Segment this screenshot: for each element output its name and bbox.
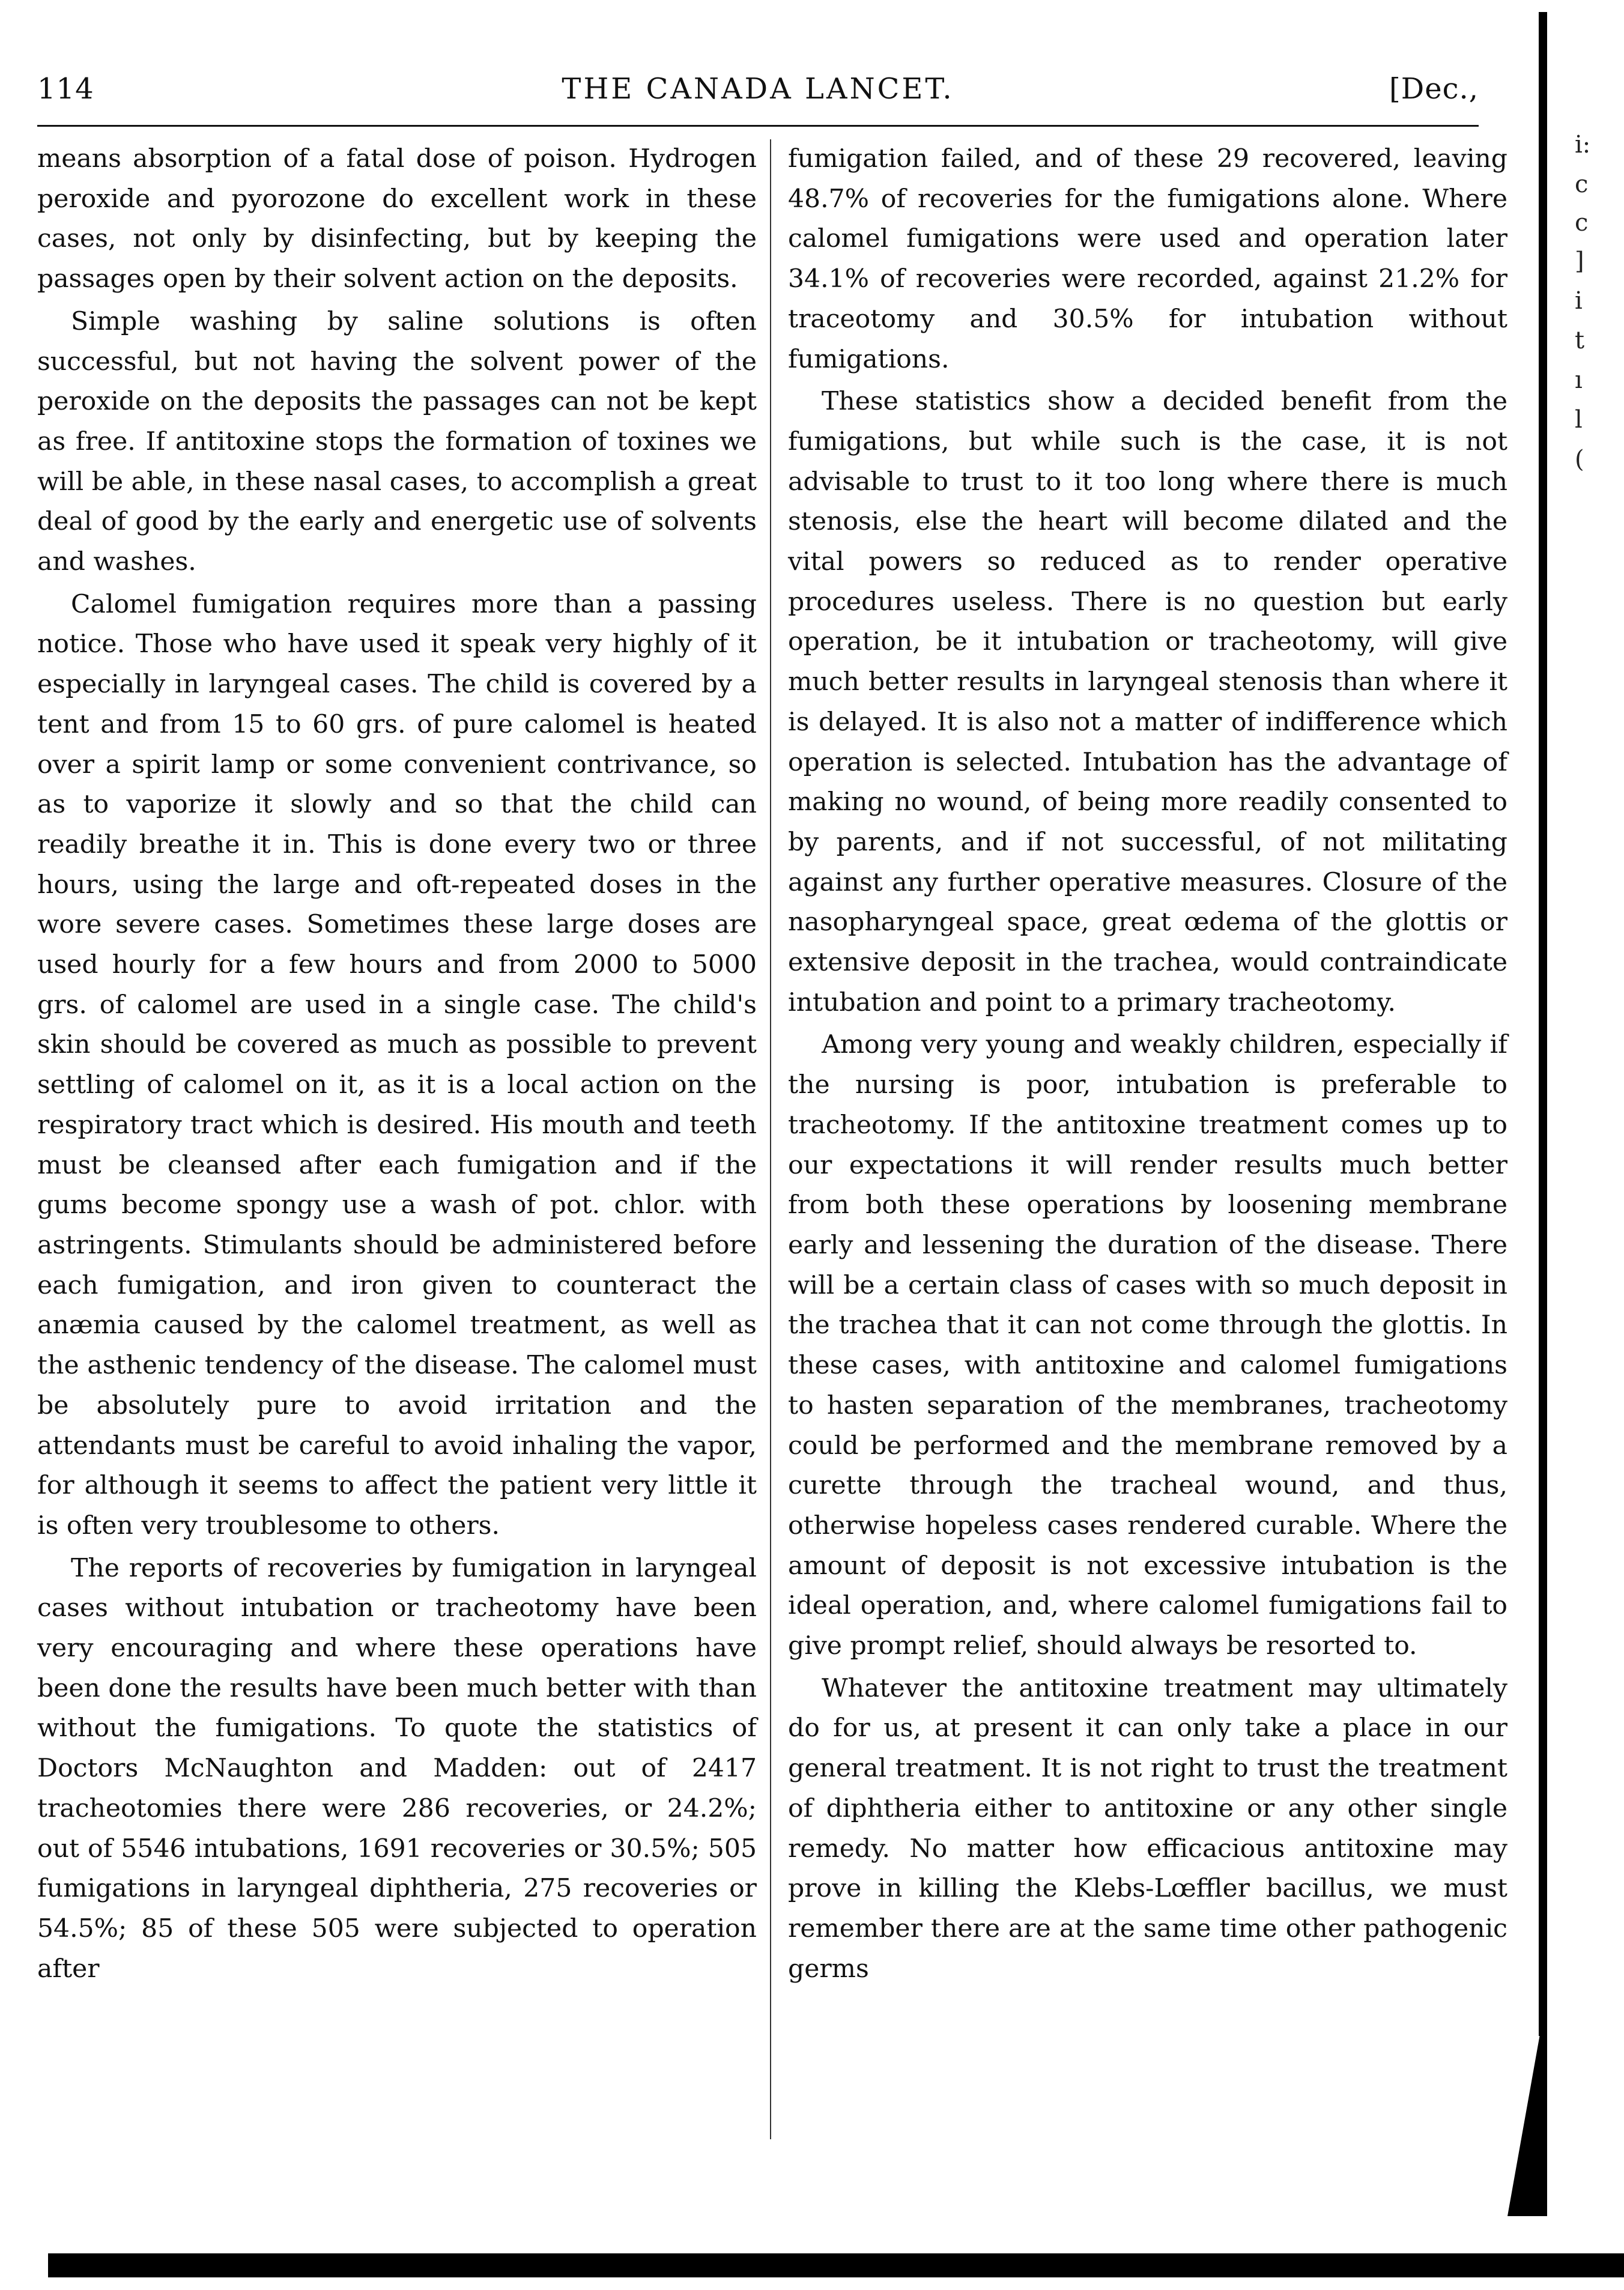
margin-fragment: ( xyxy=(1575,446,1584,473)
margin-fragment: c xyxy=(1575,209,1589,237)
margin-fragment: l xyxy=(1575,406,1583,434)
paragraph: These statistics show a decided benefit from the fumigations, but while such is the case, it is not advisable to trust to it too long where there is much stenosis, else the heart will become dilated and the vital powers so reduced as to render operative procedures useless. There is no question but early operation, be it intubation or tracheotomy, will give much better results in laryngeal stenosis than where it is delayed. It is also not a matter of indifference which operation is selected. Intubation has the advantage of making no wound, of being more readily consented to by parents, and if not successful, of not militating against any further operative measures. Closure of the nasopharyngeal space, great œdema of the glottis or extensive deposit in the trachea, would contraindicate intubation and point to a primary tracheotomy. xyxy=(788,387,1507,1017)
margin-fragment: i: xyxy=(1575,131,1591,159)
paragraph: Simple washing by saline solutions is often successful, but not having the solvent power of the peroxide on the deposits the passages can not be kept as free. If antitoxine stops the formation of toxines we will be able, in these nasal cases, to accomplish a great deal of good by the early and energetic use of solvents and washes. xyxy=(37,306,757,577)
margin-fragment: c xyxy=(1575,171,1589,198)
running-head xyxy=(37,72,1479,120)
journal-title: THE CANADA LANCET. xyxy=(562,72,954,106)
margin-fragment: t xyxy=(1575,327,1585,354)
scan-bottom-edge xyxy=(48,2253,1624,2277)
paragraph: Calomel fumigation requires more than a passing notice. Those who have used it speak very highly of it especially in laryngeal cases. The child is covered by a tent and from 15 to 60 grs. of pure calomel is heated over a spirit lamp or some convenient contrivance, so as to vaporize it slowly and so that the child can readily breathe it in. This is done every two or three hours, using the large and oft-repeated doses in the wore severe cases. Sometimes these large doses are used hourly for a few hours and from 2000 to 5000 grs. of calomel are used in a single case. The child's skin should be covered as much as possible to prevent settling of calomel on it, as it is a local action on the respiratory tract which is desired. His mouth and teeth must be cleansed after each fumigation and if the gums become spongy use a wash of pot. chlor. with astringents. Stimulants should be administered before each fumigation, and iron given to counteract the anæmia caused by the calomel treatment, as well as the asthenic tendency of the disease. The calomel must be absolutely pure to avoid irritation and the attendants must be careful to avoid inhaling the vapor, for although it seems to affect the patient very little it is often very troublesome to others. xyxy=(37,589,757,1540)
left-column xyxy=(37,139,757,1989)
header-rule xyxy=(37,125,1479,127)
page-edge-wedge xyxy=(1507,1994,1547,2216)
issue-date: [Dec., xyxy=(1389,72,1479,106)
paragraph: The reports of recoveries by fumigation in laryngeal cases without intubation or tracheotomy have been very encouraging and where these operations have been done the results have been much better with than without the fumigations. To quote the statistics of Doctors McNaughton and Madden: out of 2417 tracheotomies there were 286 recoveries, or 24.2%; out of 5546 intubations, 1691 recoveries or 30.5%; 505 fumigations in laryngeal diphtheria, 275 recoveries or 54.5%; 85 of these 505 were subjected to operation after xyxy=(37,1553,757,1984)
page-edge-shadow xyxy=(1539,12,1547,2036)
paragraph: Among very young and weakly children, especially if the nursing is poor, intubation is preferable to tracheotomy. If the antitoxine treatment comes up to our expectations it will render results much better from both these operations by loosening membrane early and lessening the duration of the disease. There will be a certain class of cases with so much deposit in the trachea that it can not come through the glottis. In these cases, with antitoxine and calomel fumigations to hasten separation of the membranes, tracheotomy could be performed and the membrane removed by a curette through the tracheal wound, and thus, otherwise hopeless cases rendered curable. Where the amount of deposit is not excessive intubation is the ideal operation, and, where calomel fumigations fail to give prompt relief, should always be resorted to. xyxy=(788,1030,1507,1661)
margin-fragment: i xyxy=(1575,287,1583,315)
paragraph: fumigation failed, and of these 29 recovered, leaving 48.7% of recoveries for the fumigations alone. Where calomel fumigations were used and operation later 34.1% of recoveries were recorded, against 21.2% for traceotomy and 30.5% for intubation without fumigations. xyxy=(788,144,1507,374)
margin-fragment: ] xyxy=(1575,247,1584,275)
right-column xyxy=(788,139,1507,1989)
paragraph: Whatever the antitoxine treatment may ultimately do for us, at present it can only take a place in our general treatment. It is not right to trust the treatment of diphtheria either to antitoxine or any other single remedy. No matter how efficacious antitoxine may prove in killing the Klebs-Lœffler bacillus, we must remember there are at the same time other pathogenic germs xyxy=(788,1673,1507,1984)
column-divider xyxy=(770,139,771,2139)
paragraph: means absorption of a fatal dose of poison. Hydrogen peroxide and pyorozone do excellent work in these cases, not only by disinfecting, but by keeping the passages open by their solvent action on the deposits. xyxy=(37,144,757,294)
page-number: 114 xyxy=(37,72,94,106)
margin-fragment: ı xyxy=(1575,366,1583,394)
